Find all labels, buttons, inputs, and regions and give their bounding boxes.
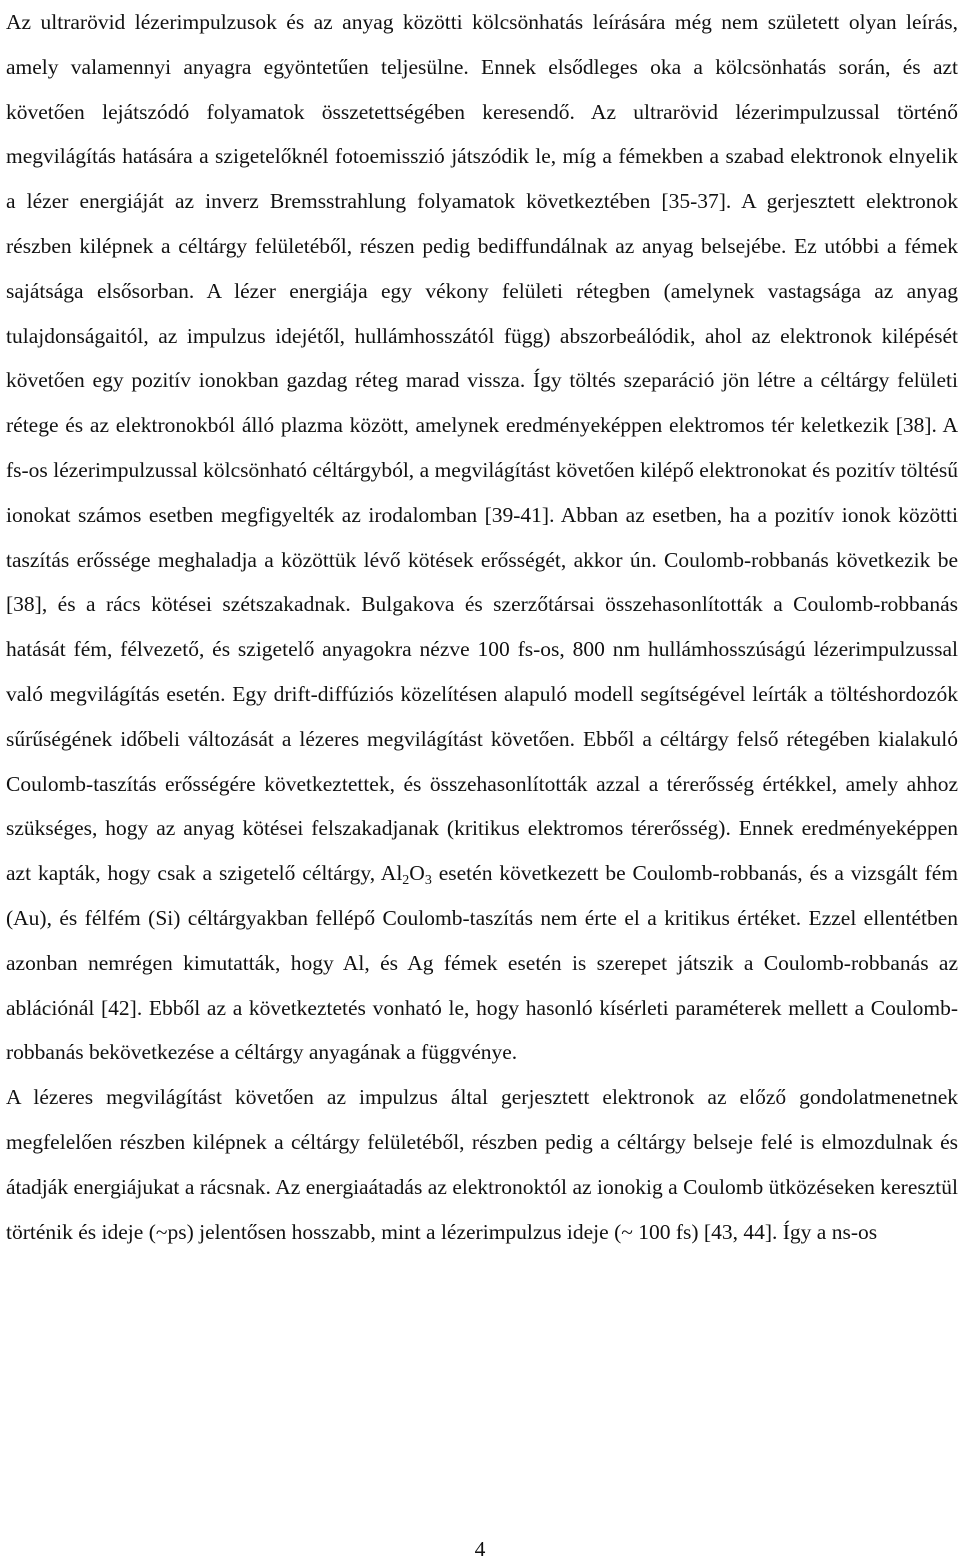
page-number: 4 [474, 1537, 486, 1561]
paragraph-1-continuation: esetén következett be Coulomb-robbanás, és a vizsgált fém (Au), és félfém (Si) céltárgyakban fellépő Coulomb-taszítás nem érte el a kritikus értéket. Ezzel ellentétben azonban nemrégen kimutatták, hogy Al, és Ag fémek esetén is szerepet játszik a Coulomb-robbanás az ablációnál [42]. Ebből az a következtetés vonható le, hogy hasonló kísérleti paraméterek mellett a Coulomb-robbanás bekövetkezése a céltárgy anyagának a függvénye. [6, 861, 958, 1065]
paragraph-1-text: Az ultrarövid lézerimpulzusok és az anyag közötti kölcsönhatás leírására még nem született olyan leírás, amely valamennyi anyagra egyöntetűen teljesülne. Ennek elsődleges oka a kölcsönhatás során, és azt követően lejátszódó folyamatok összetettségében keresendő. Az ultrarövid lézerimpulzussal történő megvilágítás hatására a szigetelőknél fotoemisszió játszódik le, míg a fémekben a szabad elektronok elnyelik a lézer energiáját az inverz Bremsstrahlung folyamatok következtében [35-37]. A gerjesztett elektronok részben kilépnek a céltárgy felületéből, részen pedig bediffundálnak az anyag belsejébe. Ez utóbbi a fémek sajátsága elsősorban. A lézer energiája egy vékony felületi rétegben (amelynek vastagsága az anyag tulajdonságaitól, az impulzus idejétől, hullámhosszától függ) abszorbeálódik, ahol az elektronok kilépését követően egy pozitív ionokban gazdag réteg marad vissza. Így töltés szeparáció jön létre a céltárgy felületi rétege és az elektronokból álló plazma között, amelynek eredményeképpen elektromos tér keletkezik [38]. A fs-os lézerimpulzussal kölcsönható céltárgyból, a megvilágítást követően kilépő elektronokat és pozitív töltésű ionokat számos esetben megfigyelték az irodalomban [39-41]. Abban az esetben, ha a pozitív ionok közötti taszítás erőssége meghaladja a közöttük lévő kötések erősségét, akkor ún. Coulomb-robbanás következik be [38], és a rács kötései szétszakadnak. Bulgakova és szerzőtársai összehasonlították a Coulomb-robbanás hatását fém, félvezető, és szigetelő anyagokra nézve 100 fs-os, 800 nm hullámhosszúságú lézerimpulzussal való megvilágítás esetén. Egy drift-diffúziós közelítésen alapuló modell segítségével leírták a töltéshordozók sűrűségének időbeli változását a lézeres megvilágítást követően. Ebből a céltárgy felső rétegében kialakuló Coulomb-taszítás erősségére következtettek, és összehasonlították azzal a térerősség értékkel, amely ahhoz szükséges, hogy az anyag kötései felszakadjanak (kritikus elektromos térerősség). Ennek eredményeképpen azt kapták, hogy csak a szigetelő céltárgy, [6, 10, 958, 886]
document-page [6, 0, 958, 1254]
paragraph-1 [6, 0, 958, 1075]
chemical-formula-al2o3: $Al_2O_3$ [380, 861, 432, 889]
paragraph-2: A lézeres megvilágítást követően az impulzus által gerjesztett elektronok az előző gondolatmenetnek megfelelően részben kilépnek a céltárgy felületéből, részben pedig a céltárgy belseje felé is elmozdulnak és átadják energiájukat a rácsnak. Az energiaátadás az elektronoktól az ionokig a Coulomb ütközéseken keresztül történik és ideje (~ps) jelentősen hosszabb, mint a lézerimpulzus ideje (~ 100 fs) [43, 44]. Így a ns-os [6, 1085, 958, 1244]
